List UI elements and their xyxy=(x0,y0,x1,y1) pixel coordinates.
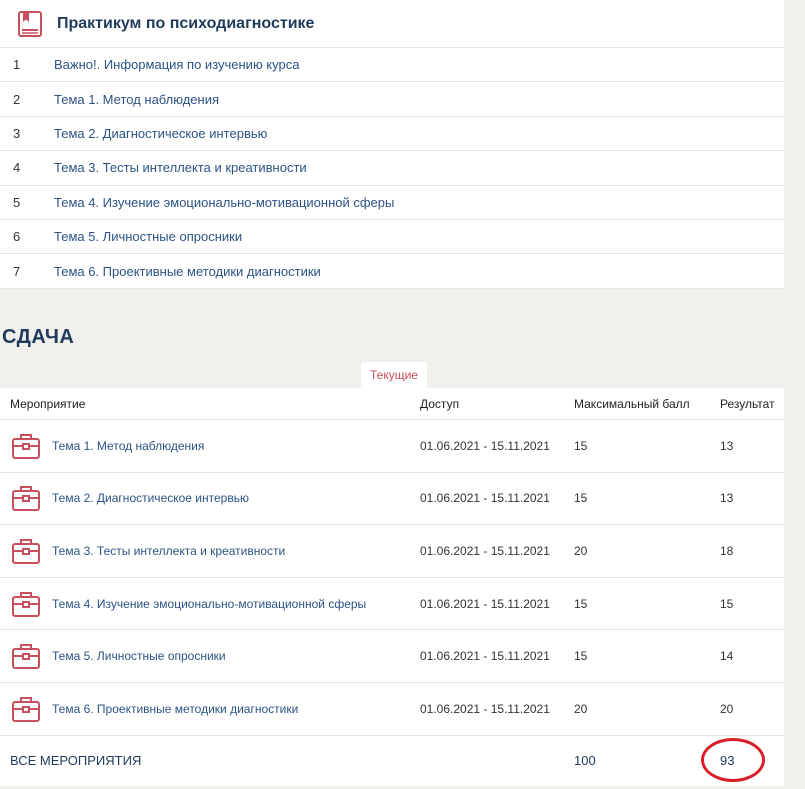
tab-current[interactable]: Текущие xyxy=(361,362,427,388)
access-cell: 01.06.2021 - 15.11.2021 xyxy=(420,649,550,664)
course-header xyxy=(0,0,784,48)
book-icon xyxy=(16,10,44,38)
event-cell xyxy=(0,588,420,620)
grades-table xyxy=(0,388,784,786)
topic-number: 2 xyxy=(13,91,21,107)
event-link[interactable]: Тема 2. Диагностическое интервью xyxy=(52,491,249,506)
header-max: Максимальный балл xyxy=(574,396,690,411)
course-title: Практикум по психодиагностике xyxy=(57,14,315,32)
briefcase-icon xyxy=(10,640,42,672)
result-cell: 13 xyxy=(720,438,734,453)
access-cell: 01.06.2021 - 15.11.2021 xyxy=(420,491,550,506)
max-score-cell: 15 xyxy=(574,649,588,664)
topic-row xyxy=(0,117,784,151)
topic-row xyxy=(0,151,784,185)
topic-number: 5 xyxy=(13,194,21,210)
header-result: Результат xyxy=(720,396,775,411)
table-row xyxy=(0,683,784,736)
topic-link[interactable]: Тема 6. Проективные методики диагностики xyxy=(54,263,321,279)
total-max: 100 xyxy=(574,753,596,769)
event-cell xyxy=(0,482,420,514)
briefcase-icon xyxy=(10,482,42,514)
access-cell: 01.06.2021 - 15.11.2021 xyxy=(420,543,550,558)
table-total-row xyxy=(0,736,784,786)
max-score-cell: 15 xyxy=(574,438,588,453)
highlight-circle xyxy=(701,738,765,782)
section-title: СДАЧА xyxy=(2,326,75,348)
topic-row xyxy=(0,82,784,116)
access-cell: 01.06.2021 - 15.11.2021 xyxy=(420,596,550,611)
topic-number: 6 xyxy=(13,229,21,245)
briefcase-icon xyxy=(10,535,42,567)
result-cell: 18 xyxy=(720,543,734,558)
total-result: 93 xyxy=(720,753,735,769)
course-panel xyxy=(0,0,784,289)
briefcase-icon xyxy=(10,588,42,620)
header-event: Мероприятие xyxy=(10,396,86,411)
event-link[interactable]: Тема 5. Личностные опросники xyxy=(52,649,226,664)
briefcase-icon xyxy=(10,430,42,462)
event-link[interactable]: Тема 6. Проективные методики диагностики xyxy=(52,701,299,716)
max-score-cell: 20 xyxy=(574,543,588,558)
topic-link[interactable]: Важно!. Информация по изучению курса xyxy=(54,57,300,73)
event-cell xyxy=(0,640,420,672)
topic-number: 7 xyxy=(13,263,21,279)
header-access: Доступ xyxy=(420,396,460,411)
topic-link[interactable]: Тема 4. Изучение эмоционально-мотивационной сферы xyxy=(54,194,395,210)
max-score-cell: 20 xyxy=(574,701,588,716)
event-link[interactable]: Тема 4. Изучение эмоционально-мотивационной сферы xyxy=(52,596,367,611)
access-cell: 01.06.2021 - 15.11.2021 xyxy=(420,701,550,716)
topic-row xyxy=(0,48,784,82)
topic-number: 4 xyxy=(13,160,21,176)
result-cell: 15 xyxy=(720,596,734,611)
result-cell: 13 xyxy=(720,491,734,506)
topic-link[interactable]: Тема 5. Личностные опросники xyxy=(54,229,243,245)
table-header xyxy=(0,388,784,420)
event-cell xyxy=(0,693,420,725)
total-label: ВСЕ МЕРОПРИЯТИЯ xyxy=(10,753,142,769)
event-link[interactable]: Тема 1. Метод наблюдения xyxy=(52,438,205,453)
table-row xyxy=(0,578,784,631)
topic-link[interactable]: Тема 2. Диагностическое интервью xyxy=(54,125,268,141)
topic-row xyxy=(0,254,784,288)
topic-row xyxy=(0,186,784,220)
result-cell: 20 xyxy=(720,701,734,716)
topic-number: 3 xyxy=(13,125,21,141)
table-row xyxy=(0,473,784,526)
max-score-cell: 15 xyxy=(574,596,588,611)
topic-row xyxy=(0,220,784,254)
access-cell: 01.06.2021 - 15.11.2021 xyxy=(420,438,550,453)
table-body xyxy=(0,420,784,736)
topic-number: 1 xyxy=(13,57,21,73)
topic-list xyxy=(0,48,784,289)
table-row xyxy=(0,630,784,683)
event-link[interactable]: Тема 3. Тесты интеллекта и креативности xyxy=(52,543,286,558)
topic-link[interactable]: Тема 3. Тесты интеллекта и креативности xyxy=(54,160,307,176)
max-score-cell: 15 xyxy=(574,491,588,506)
briefcase-icon xyxy=(10,693,42,725)
event-cell xyxy=(0,430,420,462)
topic-link[interactable]: Тема 1. Метод наблюдения xyxy=(54,91,220,107)
table-row xyxy=(0,420,784,473)
result-cell: 14 xyxy=(720,649,734,664)
table-row xyxy=(0,525,784,578)
event-cell xyxy=(0,535,420,567)
